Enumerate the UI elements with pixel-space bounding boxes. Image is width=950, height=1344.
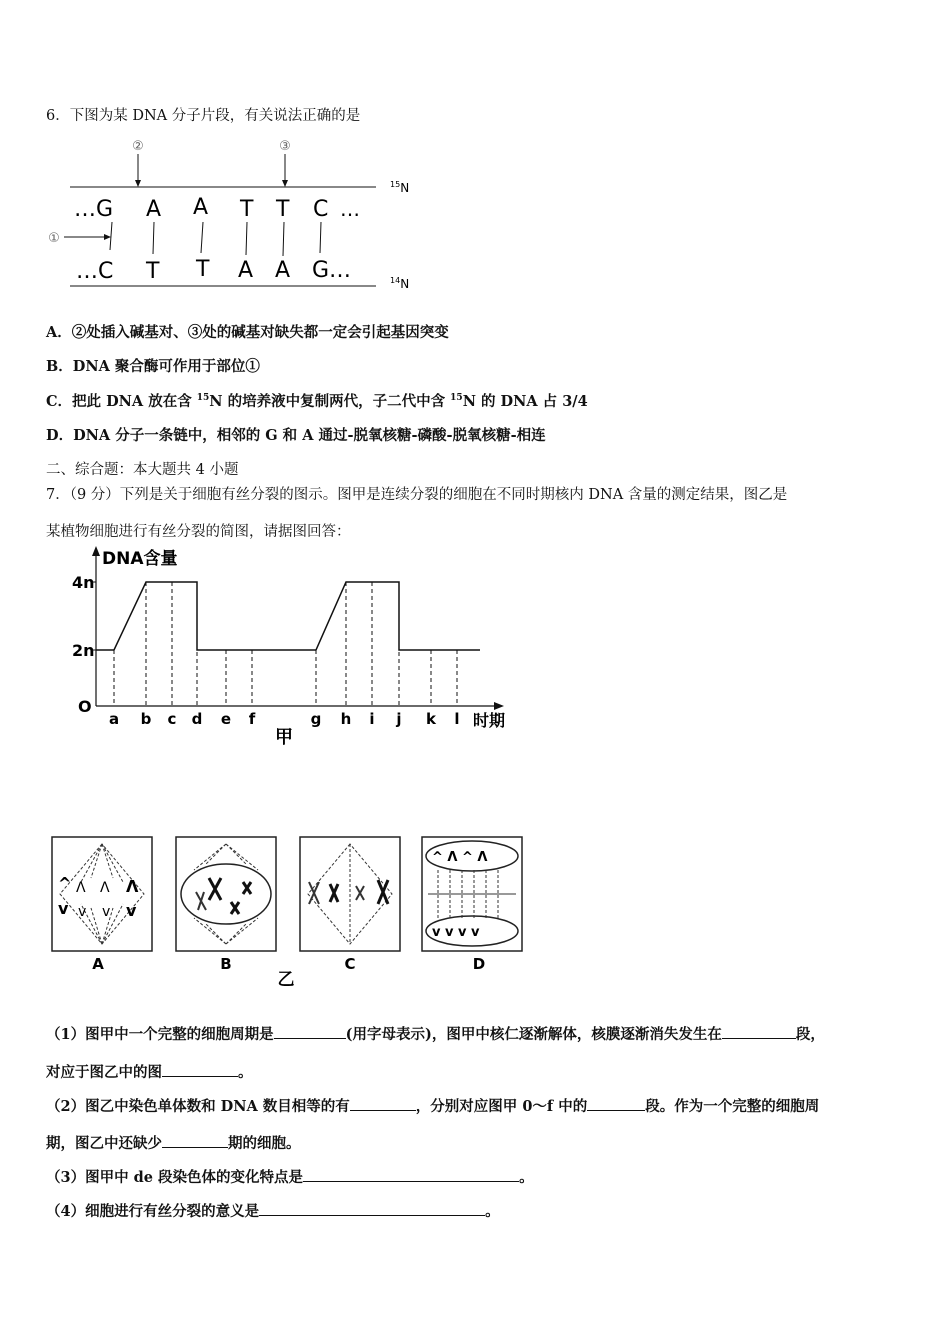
x-tick-c: c [167,710,177,728]
q7-3: （3）图甲中 de 段染色体的变化特点是 。 [46,1169,534,1186]
svg-text:v: v [126,901,137,920]
x-tick-f: f [248,710,256,728]
svg-text:15N [390,180,409,195]
top-base-4: T [240,197,254,222]
cell-c [300,837,400,951]
top-base-2: A [146,197,162,222]
top-base-5: T [276,197,290,222]
option-a[interactable]: A．②处插入碱基对、③处的碱基对缺失都一定会引起基因突变 [46,324,449,341]
q7-2-line1: （2）图乙中染色单体数和 DNA 数目相等的有 ，分别对应图甲 0～f 中的 段。作为一个完整的细胞周 [46,1098,820,1115]
option-c[interactable]: C．把此 DNA 放在含 $^{15}$N 的培养液中复制两代，子二代中含 $^{15}$N 的 DNA 占 3/4 [46,393,588,410]
x-tick-b: b [140,710,152,728]
cell-a [52,837,152,951]
dna-content-graph [70,542,530,752]
svg-text:^: ^ [58,874,72,893]
section-title: 二、综合题：本大题共 4 小题 [46,462,239,478]
top-label-sup: 15 [390,180,401,189]
marker-2: ② [132,139,144,154]
top-base-7: … [340,197,360,221]
x-axis-label: 时期 [473,711,506,730]
cells-caption: 乙 [277,970,295,990]
y-axis-label: DNA含量 [102,549,178,569]
answer-blank[interactable] [722,1024,796,1039]
bottom-base-6: G… [312,258,352,283]
x-tick-h: h [340,710,352,728]
svg-text:v: v [102,904,111,920]
cell-b [176,837,276,951]
y-tick-2n: 2n [72,641,95,660]
mitosis-cells [46,832,536,992]
cell-label-d: D [472,955,486,973]
cell-d [422,837,522,951]
cell-label-c: C [344,955,356,973]
svg-text:v v v v: v v v v [432,925,480,940]
marker-3: ③ [279,139,291,154]
marker-1: ① [48,231,60,246]
answer-blank[interactable] [162,1062,238,1077]
top-base-3: A [193,195,209,220]
graph-caption: 甲 [275,727,293,748]
svg-text:ᐱ: ᐱ [126,877,139,896]
bottom-base-5: A [275,258,291,283]
y-tick-4n: 4n [72,573,95,592]
x-tick-l: l [454,710,460,728]
x-tick-j: j [396,710,402,728]
q7-4: （4）细胞进行有丝分裂的意义是 。 [46,1203,500,1220]
top-label: N [400,181,410,195]
bottom-base-3: T [196,257,210,282]
x-tick-g: g [310,710,322,728]
answer-blank[interactable] [587,1096,645,1111]
answer-blank[interactable] [303,1167,519,1182]
bottom-base-1: …C [76,259,114,284]
dna-diagram [40,132,440,302]
cell-label-a: A [92,955,104,973]
top-base-1: …G [74,197,114,222]
svg-text:v: v [78,904,87,920]
q6-stem: 6．下图为某 DNA 分子片段，有关说法正确的是 [46,108,361,124]
svg-text:14N [390,276,409,291]
answer-blank[interactable] [274,1024,346,1039]
answer-blank[interactable] [259,1201,485,1216]
bottom-label-sup: 14 [390,276,401,285]
x-tick-i: i [369,710,375,728]
option-b[interactable]: B．DNA 聚合酶可作用于部位① [46,358,260,375]
option-d[interactable]: D．DNA 分子一条链中，相邻的 G 和 A 通过-脱氧核糖-磷酸-脱氧核糖-相连 [46,427,546,444]
q7-stem-2: 某植物细胞进行有丝分裂的简图，请据图回答： [46,524,351,540]
q7-stem-1: 7．（9 分）下列是关于细胞有丝分裂的图示。图甲是连续分裂的细胞在不同时期核内 DNA 含量的测定结果，图乙是 [46,487,788,503]
answer-blank[interactable] [162,1133,228,1148]
cell-label-b: B [220,955,232,973]
q7-2-line2: 期，图乙中还缺少 期的细胞。 [46,1135,301,1152]
x-tick-e: e [220,710,232,728]
x-tick-k: k [426,710,436,728]
x-tick-a: a [108,710,120,728]
top-base-6: C [313,197,329,222]
x-tick-d: d [191,710,203,728]
answer-blank[interactable] [350,1096,416,1111]
bottom-base-2: T [146,259,160,284]
q7-1-line1: （1）图甲中一个完整的细胞周期是 (用字母表示)，图甲中核仁逐渐解体，核膜逐渐消失发生在 段， [46,1026,825,1043]
svg-text:^ ᐱ ^ ᐱ: ^ ᐱ ^ ᐱ [432,850,488,865]
q7-1-line2: 对应于图乙中的图 。 [46,1064,253,1081]
svg-text:v: v [58,899,69,918]
svg-text:ᐱ: ᐱ [76,880,86,896]
dna-content-line [96,582,480,650]
bottom-label: N [400,277,410,291]
svg-text:ᐱ: ᐱ [100,880,110,896]
bottom-base-4: A [238,258,254,283]
origin-label: O [78,697,92,716]
